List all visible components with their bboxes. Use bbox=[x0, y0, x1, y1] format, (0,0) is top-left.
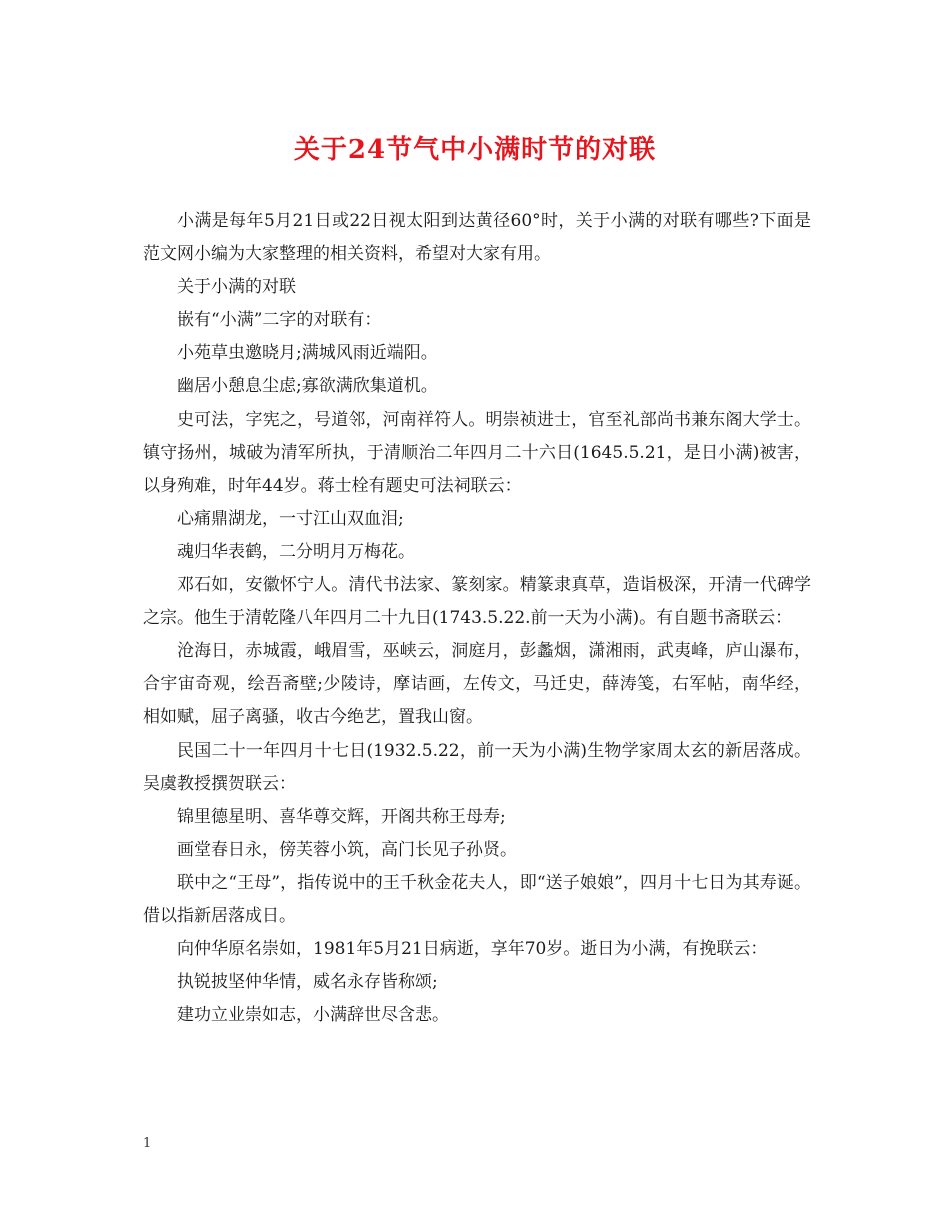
paragraph: 嵌有“小满”二字的对联有： bbox=[177, 310, 382, 331]
couplet-line: 心痛鼎湖龙，一寸江山双血泪; bbox=[177, 508, 404, 529]
couplet-line: 魂归华表鹤，二分明月万梅花。 bbox=[177, 541, 415, 562]
paragraph: 联中之“王母”，指传说中的王千秋金花夫人，即“送子娘娘”，四月十七日为其寿诞。借以指新居落成日。 bbox=[143, 872, 811, 926]
paragraph: 邓石如，安徽怀宁人。清代书法家、篆刻家。精篆隶真草，造诣极深，开清一代碑学之宗。他生于清乾隆八年四月二十九日(1743.5.22.前一天为小满)。有自题书斋联云： bbox=[143, 575, 811, 629]
page-number: 1 bbox=[143, 1136, 152, 1151]
couplet-line: 画堂春日永，傍芙蓉小筑，高门长见子孙贤。 bbox=[177, 839, 517, 860]
couplet-line: 执锐披坚仲华情，威名永存皆称颂; bbox=[177, 972, 438, 993]
paragraph: 史可法，字宪之，号道邻，河南祥符人。明崇祯进士，官至礼部尚书兼东阁大学士。镇守扬州，城破为清军所执，于清顺治二年四月二十六日(1645.5.21，是日小满)被害，以身殉难，时年44岁。蒋士栓有题史可法祠联云： bbox=[143, 409, 811, 496]
document-body bbox=[143, 205, 811, 1032]
couplet-line: 锦里德星明、喜华尊交辉，开阁共称王母寿; bbox=[177, 806, 506, 827]
paragraph: 民国二十一年四月十七日(1932.5.22，前一天为小满)生物学家周太玄的新居落成。吴虞教授撰贺联云： bbox=[143, 740, 811, 794]
couplet-line: 建功立业崇如志，小满辞世尽含悲。 bbox=[177, 1005, 449, 1026]
document-title: 关于24节气中小满时节的对联 bbox=[293, 135, 657, 165]
couplet-line: 沧海日，赤城霞，峨眉雪，巫峡云，洞庭月，彭蠡烟，潇湘雨，武夷峰，庐山瀑布，合宇宙奇观，绘吾斋壁;少陵诗，摩诘画，左传文，马迁史，薛涛笺，右军帖，南华经，相如赋，屈子离骚，收古今绝艺，置我山窗。 bbox=[143, 641, 811, 728]
couplet-line: 幽居小憩息尘虑;寡欲满欣集道机。 bbox=[177, 376, 438, 397]
couplet-line: 小苑草虫邀晓月;满城风雨近端阳。 bbox=[177, 343, 438, 364]
paragraph: 向仲华原名崇如，1981年5月21日病逝，享年70岁。逝日为小满，有挽联云： bbox=[177, 939, 768, 960]
paragraph-intro: 小满是每年5月21日或22日视太阳到达黄径60°时，关于小满的对联有哪些?下面是范文网小编为大家整理的相关资料，希望对大家有用。 bbox=[143, 211, 811, 265]
paragraph-heading: 关于小满的对联 bbox=[177, 277, 296, 298]
